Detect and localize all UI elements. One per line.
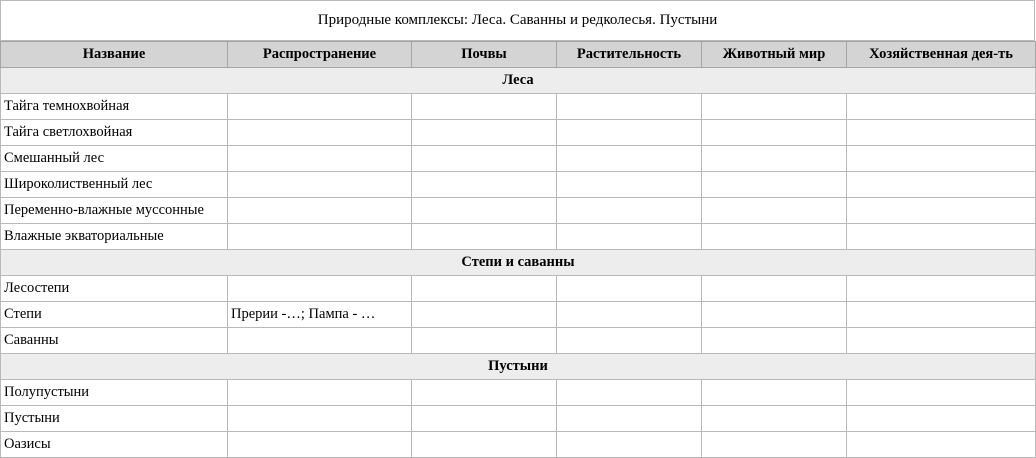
cell-empty[interactable] [412,380,557,406]
cell-empty[interactable] [412,146,557,172]
section-row [1,354,1036,380]
cell-name[interactable]: Влажные экваториальные [1,224,228,250]
cell-empty[interactable] [412,198,557,224]
cell-empty[interactable] [412,172,557,198]
header-fauna[interactable]: Животный мир [702,42,847,68]
cell-empty[interactable] [557,328,702,354]
cell-empty[interactable] [702,380,847,406]
table-row [1,172,1036,198]
cell-name[interactable]: Пустыни [1,406,228,432]
cell-spread[interactable] [228,120,412,146]
cell-empty[interactable] [702,276,847,302]
header-soils[interactable]: Почвы [412,42,557,68]
section-label[interactable]: Леса [1,68,1036,94]
cell-name[interactable]: Полупустыни [1,380,228,406]
cell-name[interactable]: Саванны [1,328,228,354]
cell-empty[interactable] [557,224,702,250]
cell-empty[interactable] [847,172,1036,198]
cell-empty[interactable] [702,432,847,458]
table-row [1,276,1036,302]
cell-empty[interactable] [412,328,557,354]
table-row [1,198,1036,224]
cell-name[interactable]: Лесостепи [1,276,228,302]
table-row [1,224,1036,250]
cell-empty[interactable] [847,302,1036,328]
cell-empty[interactable] [702,328,847,354]
table-row [1,406,1036,432]
cell-empty[interactable] [557,198,702,224]
cell-empty[interactable] [557,172,702,198]
cell-empty[interactable] [702,120,847,146]
cell-empty[interactable] [847,276,1036,302]
cell-spread[interactable] [228,276,412,302]
cell-name[interactable]: Тайга светлохвойная [1,120,228,146]
table-row [1,380,1036,406]
cell-empty[interactable] [412,94,557,120]
cell-spread[interactable] [228,406,412,432]
cell-empty[interactable] [702,224,847,250]
cell-empty[interactable] [557,406,702,432]
cell-spread[interactable] [228,94,412,120]
section-row [1,68,1036,94]
cell-spread[interactable] [228,224,412,250]
cell-name[interactable]: Оазисы [1,432,228,458]
cell-empty[interactable] [412,302,557,328]
cell-empty[interactable] [412,224,557,250]
cell-empty[interactable] [557,302,702,328]
cell-spread[interactable] [228,328,412,354]
table-row [1,302,1036,328]
cell-empty[interactable] [847,224,1036,250]
cell-empty[interactable] [847,94,1036,120]
cell-empty[interactable] [847,146,1036,172]
cell-empty[interactable] [702,94,847,120]
cell-empty[interactable] [847,406,1036,432]
table-row [1,146,1036,172]
cell-spread[interactable] [228,380,412,406]
cell-spread[interactable]: Прерии -…; Пампа - … [228,302,412,328]
header-economy[interactable]: Хозяйственная дея-ть [847,42,1036,68]
cell-name[interactable]: Переменно-влажные муссонные [1,198,228,224]
cell-empty[interactable] [847,380,1036,406]
table-row [1,432,1036,458]
cell-spread[interactable] [228,172,412,198]
cell-empty[interactable] [412,120,557,146]
header-spread[interactable]: Распространение [228,42,412,68]
cell-empty[interactable] [557,120,702,146]
cell-spread[interactable] [228,146,412,172]
cell-empty[interactable] [702,198,847,224]
cell-empty[interactable] [557,276,702,302]
cell-spread[interactable] [228,432,412,458]
cell-empty[interactable] [847,432,1036,458]
cell-spread[interactable] [228,198,412,224]
section-label[interactable]: Пустыни [1,354,1036,380]
cell-empty[interactable] [412,276,557,302]
cell-empty[interactable] [702,302,847,328]
cell-empty[interactable] [412,406,557,432]
table-row [1,94,1036,120]
header-vegetation[interactable]: Растительность [557,42,702,68]
table-row [1,328,1036,354]
header-name[interactable]: Название [1,42,228,68]
cell-empty[interactable] [847,120,1036,146]
cell-empty[interactable] [412,432,557,458]
header-row [1,42,1036,68]
cell-name[interactable]: Смешанный лес [1,146,228,172]
cell-empty[interactable] [557,94,702,120]
cell-empty[interactable] [557,380,702,406]
cell-empty[interactable] [847,328,1036,354]
cell-empty[interactable] [702,146,847,172]
natural-complexes-table [0,41,1036,458]
section-label[interactable]: Степи и саванны [1,250,1036,276]
cell-name[interactable]: Широколиственный лес [1,172,228,198]
cell-empty[interactable] [557,432,702,458]
cell-name[interactable]: Степи [1,302,228,328]
cell-empty[interactable] [702,406,847,432]
cell-name[interactable]: Тайга темнохвойная [1,94,228,120]
cell-empty[interactable] [557,146,702,172]
cell-empty[interactable] [847,198,1036,224]
table-row [1,120,1036,146]
cell-empty[interactable] [702,172,847,198]
table-title[interactable]: Природные комплексы: Леса. Саванны и редколесья. Пустыни [0,0,1035,41]
section-row [1,250,1036,276]
